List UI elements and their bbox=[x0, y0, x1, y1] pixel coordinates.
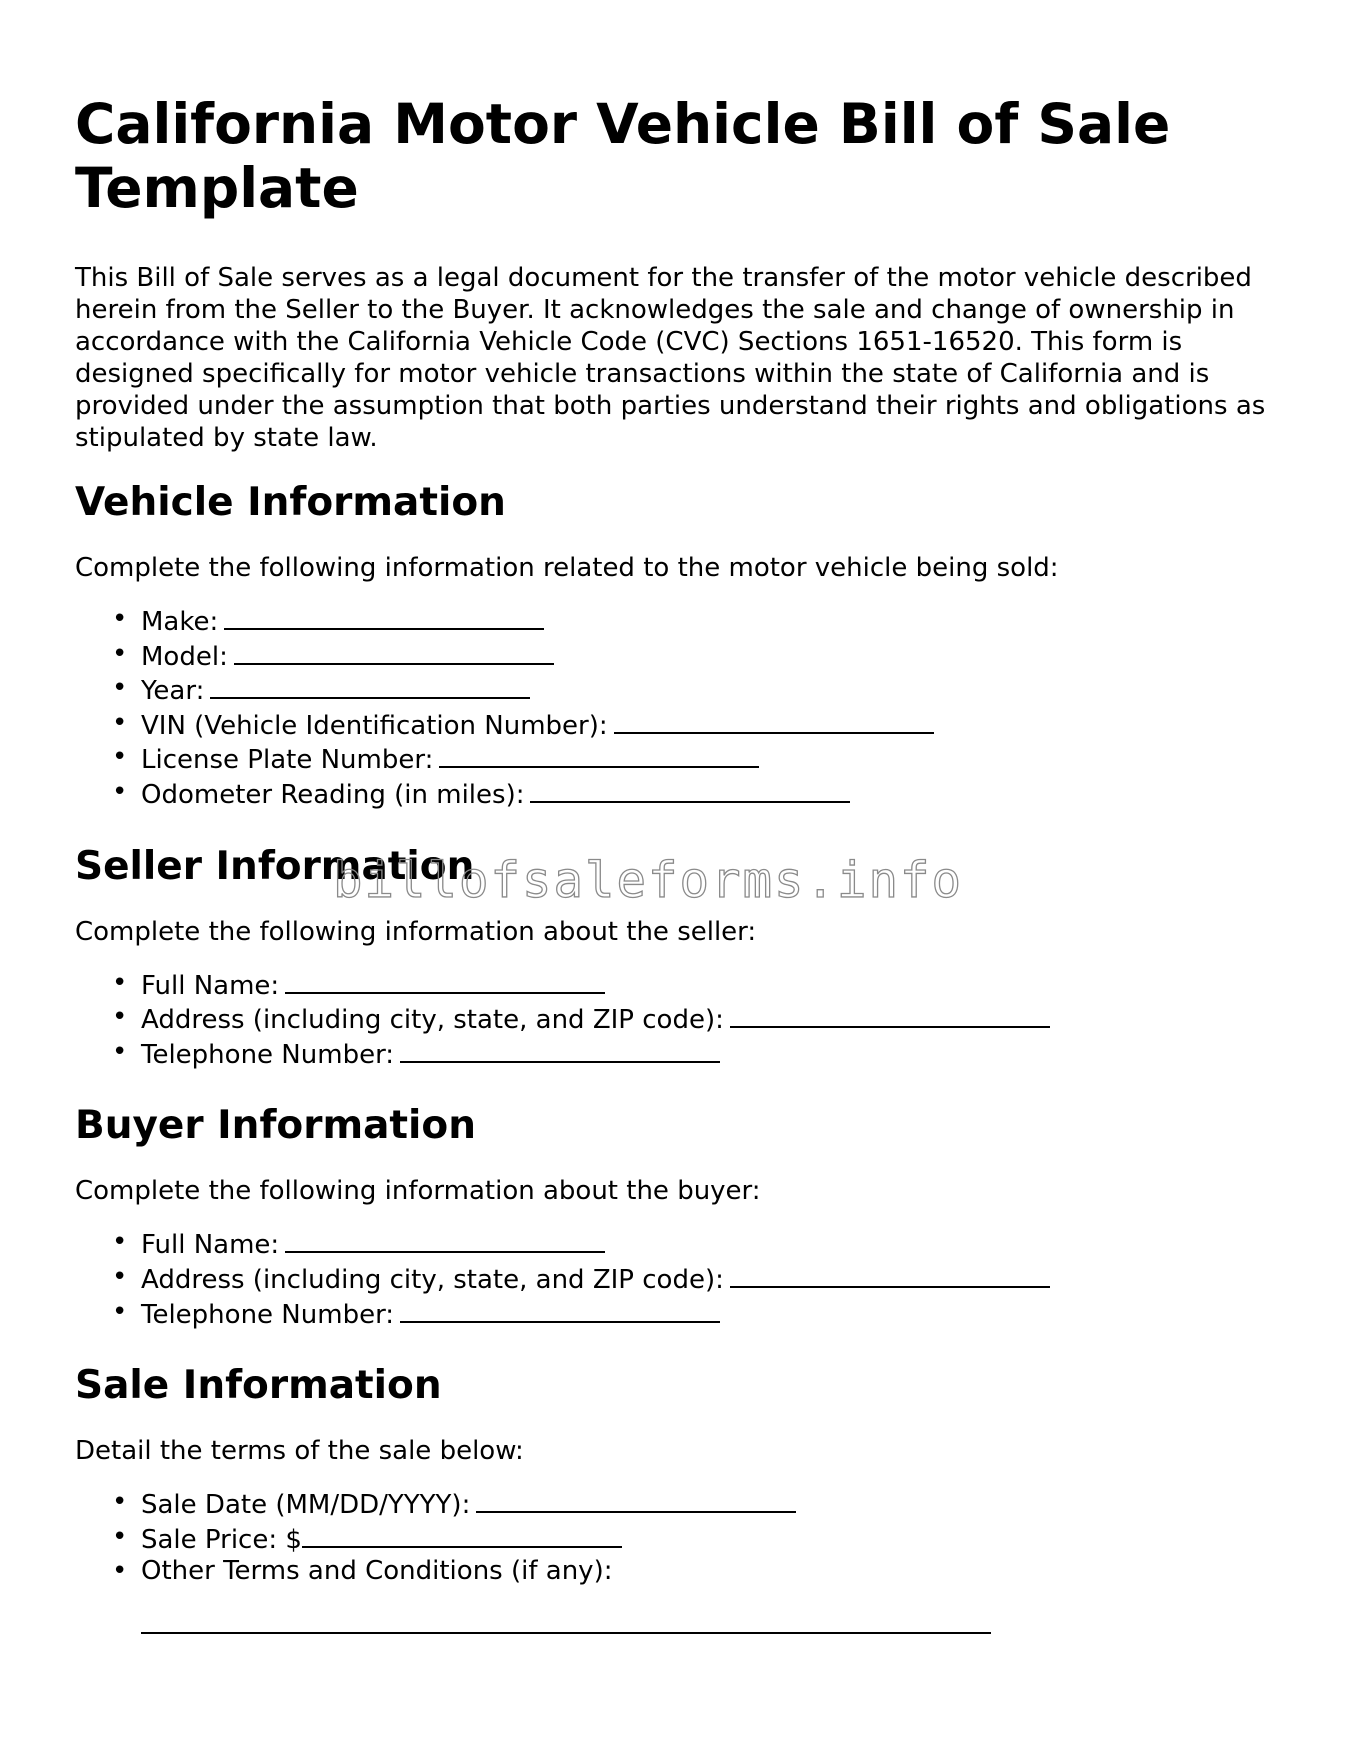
seller-lead: Complete the following information about the seller: bbox=[75, 916, 757, 947]
list-item bbox=[75, 968, 1290, 1003]
buyer-phone-blank[interactable] bbox=[400, 1297, 720, 1323]
seller-address-blank[interactable] bbox=[730, 1002, 1050, 1028]
odometer-blank[interactable] bbox=[530, 777, 850, 803]
seller-heading: Seller Information bbox=[75, 843, 475, 889]
model-blank[interactable] bbox=[234, 639, 554, 665]
list-item bbox=[75, 673, 1290, 708]
seller-phone-blank[interactable] bbox=[400, 1037, 720, 1063]
sale-date-blank[interactable] bbox=[476, 1487, 796, 1513]
list-item bbox=[75, 1556, 1290, 1588]
list-item bbox=[75, 708, 1290, 743]
field-label-seller-address: Address (including city, state, and ZIP code): bbox=[141, 1005, 724, 1036]
sale-section bbox=[75, 1363, 1290, 1634]
field-label-year: Year: bbox=[141, 676, 205, 707]
field-label-odometer: Odometer Reading (in miles): bbox=[141, 779, 525, 810]
list-item bbox=[75, 1297, 1290, 1332]
field-label-sale-price: Sale Price: $ bbox=[141, 1524, 302, 1555]
buyer-section bbox=[75, 1103, 1290, 1331]
seller-name-blank[interactable] bbox=[285, 968, 605, 994]
sale-lead: Detail the terms of the sale below: bbox=[75, 1436, 524, 1467]
intro-paragraph: This Bill of Sale serves as a legal document for the transfer of the motor vehicle described herein from the Seller to the Buyer. It acknowledges the sale and change of ownership in accordance with the California Vehicle Code (CVC) Sections 1651-16520. This form is designed specifically for motor vehicle transactions within the state of California and is provided under the assumption that both parties understand their rights and obligations as stipulated by state law. bbox=[75, 263, 1266, 453]
license-plate-blank[interactable] bbox=[439, 742, 759, 768]
field-label-buyer-address: Address (including city, state, and ZIP code): bbox=[141, 1264, 724, 1295]
document-title: California Motor Vehicle Bill of Sale Template bbox=[75, 92, 1171, 220]
buyer-heading: Buyer Information bbox=[75, 1103, 476, 1149]
field-label-license-plate: License Plate Number: bbox=[141, 745, 434, 776]
buyer-name-blank[interactable] bbox=[285, 1227, 605, 1253]
list-item bbox=[75, 1262, 1290, 1297]
list-item bbox=[75, 1002, 1290, 1037]
watermark: billofsaleforms.info bbox=[333, 852, 964, 909]
list-item bbox=[75, 604, 1290, 639]
buyer-field-list bbox=[75, 1227, 1290, 1331]
field-label-make: Make: bbox=[141, 607, 219, 637]
list-item bbox=[75, 742, 1290, 777]
list-item bbox=[75, 1037, 1290, 1072]
field-label-vin: VIN (Vehicle Identification Number): bbox=[141, 710, 608, 741]
buyer-address-blank[interactable] bbox=[730, 1262, 1050, 1288]
field-label-buyer-phone: Telephone Number: bbox=[141, 1299, 395, 1330]
vehicle-section bbox=[75, 480, 1290, 812]
make-blank[interactable] bbox=[224, 604, 544, 630]
list-item bbox=[75, 1227, 1290, 1262]
field-label-buyer-name: Full Name: bbox=[141, 1230, 280, 1261]
other-terms-blank[interactable] bbox=[141, 1632, 991, 1634]
seller-field-list bbox=[75, 968, 1290, 1072]
field-label-sale-date: Sale Date (MM/DD/YYYY): bbox=[141, 1490, 471, 1521]
field-label-model: Model: bbox=[141, 641, 228, 672]
vehicle-heading: Vehicle Information bbox=[75, 480, 506, 525]
list-item bbox=[75, 639, 1290, 674]
sale-price-blank[interactable] bbox=[302, 1522, 622, 1548]
vehicle-lead: Complete the following information related to the motor vehicle being sold: bbox=[75, 553, 1059, 583]
list-item bbox=[75, 777, 1290, 812]
field-label-seller-name: Full Name: bbox=[141, 970, 280, 1001]
year-blank[interactable] bbox=[210, 673, 530, 699]
vehicle-field-list bbox=[75, 604, 1290, 812]
field-label-other-terms: Other Terms and Conditions (if any): bbox=[141, 1556, 613, 1587]
list-item bbox=[75, 1487, 1290, 1522]
sale-heading: Sale Information bbox=[75, 1363, 442, 1409]
field-label-seller-phone: Telephone Number: bbox=[141, 1039, 395, 1070]
list-item bbox=[75, 1522, 1290, 1557]
buyer-lead: Complete the following information about the buyer: bbox=[75, 1176, 761, 1207]
sale-field-list bbox=[75, 1487, 1290, 1588]
vin-blank[interactable] bbox=[614, 708, 934, 734]
